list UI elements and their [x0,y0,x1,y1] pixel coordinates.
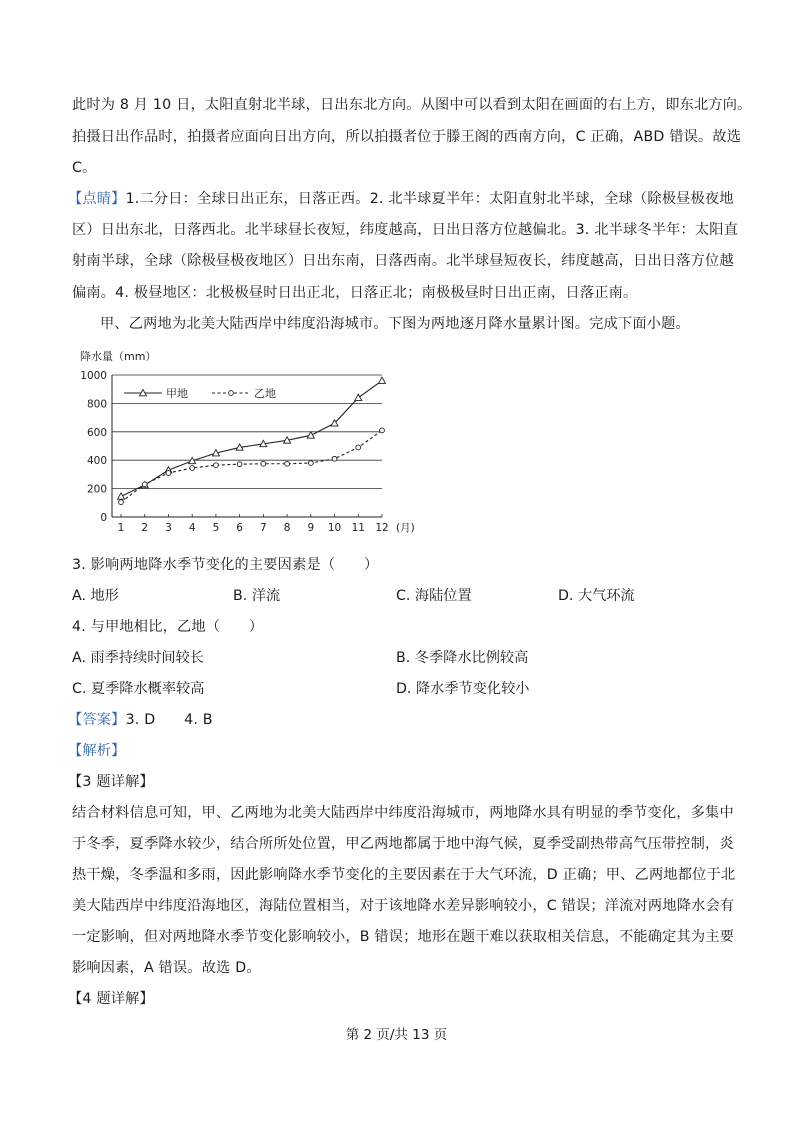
series-line-yi [121,430,382,502]
legend-marker [229,391,234,396]
x-tick-label: 1 [117,522,125,534]
data-point [166,471,171,476]
data-point [261,461,266,466]
precipitation-chart [72,345,422,545]
q3-option-c[interactable]: C. 海陆位置 [396,588,472,604]
data-point [237,462,242,467]
q3-detail-label: 【3 题详解】 [68,774,154,790]
y-tick-label: 0 [100,512,107,524]
chart-y-label: 降水量（mm） [80,350,157,363]
tip-line: 区）日出东北，日落西北。北半球昼长夜短，纬度越高，日出日落方位越偏北。3. 北半球冬半年：太阳直 [72,222,739,238]
data-point [356,445,361,450]
y-tick-label: 600 [86,426,107,439]
tip-line: 射南半球，全球（除极昼极夜地区）日出东南，日落西南。北半球昼短夜长，纬度越高，日出日落方位越 [72,253,734,269]
data-point [355,394,362,400]
q3-detail-line: 影响因素，A 错误。故选 D。 [72,960,261,976]
data-point [119,500,124,505]
x-tick-label: 11 [351,522,365,534]
q3-detail-line: 热干燥，冬季温和多雨，因此影响降水季节变化的主要因素在于大气环流，D 正确；甲、乙两地都位于北 [72,867,736,883]
page-footer: 第 2 页/共 13 页 [345,1027,448,1043]
analysis-label: 【解析】 [68,743,126,759]
q4-option-a[interactable]: A. 雨季持续时间较长 [72,650,204,666]
y-tick-label: 400 [86,455,107,468]
question-3-stem: 3. 影响两地降水季节变化的主要因素是（ ） [72,557,379,573]
question-4-stem: 4. 与甲地相比，乙地（ ） [72,619,264,635]
legend-label: 乙地 [254,387,276,400]
tip-line: 【点睛】1.二分日：全球日出正东，日落正西。2. 北半球夏半年：太阳直射北半球，全球（除极昼极夜地 [68,191,734,207]
x-unit-label: (月) [396,522,415,534]
data-point [332,456,337,461]
q4-option-d[interactable]: D. 降水季节变化较小 [396,681,530,697]
y-tick-label: 800 [86,398,107,411]
answer-line [68,710,213,730]
paragraph-line: 拍摄日出作品时，拍摄者应面向日出方向，所以拍摄者位于滕王阁的西南方向，C 正确，ABD 错误。故选 [72,129,742,145]
answer-text: 3. D 4. B [125,712,213,728]
q3-detail-line: 一定影响，但对两地降水季节变化影响较小，B 错误；地形在题干难以获取相关信息，不能确定其为主要 [72,929,735,945]
answer-label: 【答案】 [68,712,126,728]
chart-svg [72,345,422,545]
data-point [307,432,314,438]
question-intro: 甲、乙两地为北美大陆西岸中纬度沿海城市。下图为两地逐月降水量累计图。完成下面小题。 [100,316,690,332]
q3-detail-line: 于冬季，夏季降水较少，结合所所处位置，甲乙两地都属于地中海气候，夏季受副热带高气压带控制，炎 [72,836,734,852]
data-point [379,377,386,383]
x-tick-label: 9 [307,522,315,534]
x-tick-label: 2 [141,522,149,534]
data-point [190,466,195,471]
data-point [214,463,219,468]
x-tick-label: 6 [236,522,243,534]
x-tick-label: 10 [327,522,342,534]
paragraph-line: C。 [72,160,97,176]
y-tick-label: 200 [86,483,107,496]
q3-option-d[interactable]: D. 大气环流 [558,588,635,604]
q3-option-a[interactable]: A. 地形 [72,588,119,604]
data-point [308,461,313,466]
data-point [118,493,125,499]
series-line-jia [121,381,382,497]
y-tick-label: 1000 [80,370,107,382]
q3-option-b[interactable]: B. 洋流 [233,588,281,604]
x-tick-label: 12 [375,522,389,534]
x-tick-label: 5 [212,522,220,534]
x-tick-label: 8 [283,522,291,534]
x-tick-label: 7 [260,522,267,534]
tip-line: 偏南。4. 极昼地区：北极极昼时日出正北，日落正北；南极极昼时日出正南，日落正南。 [72,285,638,301]
q3-detail-line: 结合材料信息可知，甲、乙两地为北美大陆西岸中纬度沿海城市，两地降水具有明显的季节变化，多集中 [72,805,734,821]
x-tick-label: 4 [188,522,196,534]
data-point [142,482,147,487]
q4-detail-label: 【4 题详解】 [68,991,154,1007]
legend-label: 甲地 [166,387,188,400]
x-tick-label: 3 [165,522,172,534]
data-point [285,461,290,466]
q4-option-b[interactable]: B. 冬季降水比例较高 [396,650,529,666]
q3-detail-line: 美大陆西岸中纬度沿海地区，海陆位置相当，对于该地降水差异影响较小，C 错误；洋流对两地降水会有 [72,898,735,914]
q4-option-c[interactable]: C. 夏季降水概率较高 [72,681,205,697]
tip-label: 【点睛】 [68,191,126,207]
paragraph-line: 此时为 8 月 10 日，太阳直射北半球，日出东北方向。从图中可以看到太阳在画面的右上方，即东北方向。 [72,97,752,113]
data-point [380,428,385,433]
